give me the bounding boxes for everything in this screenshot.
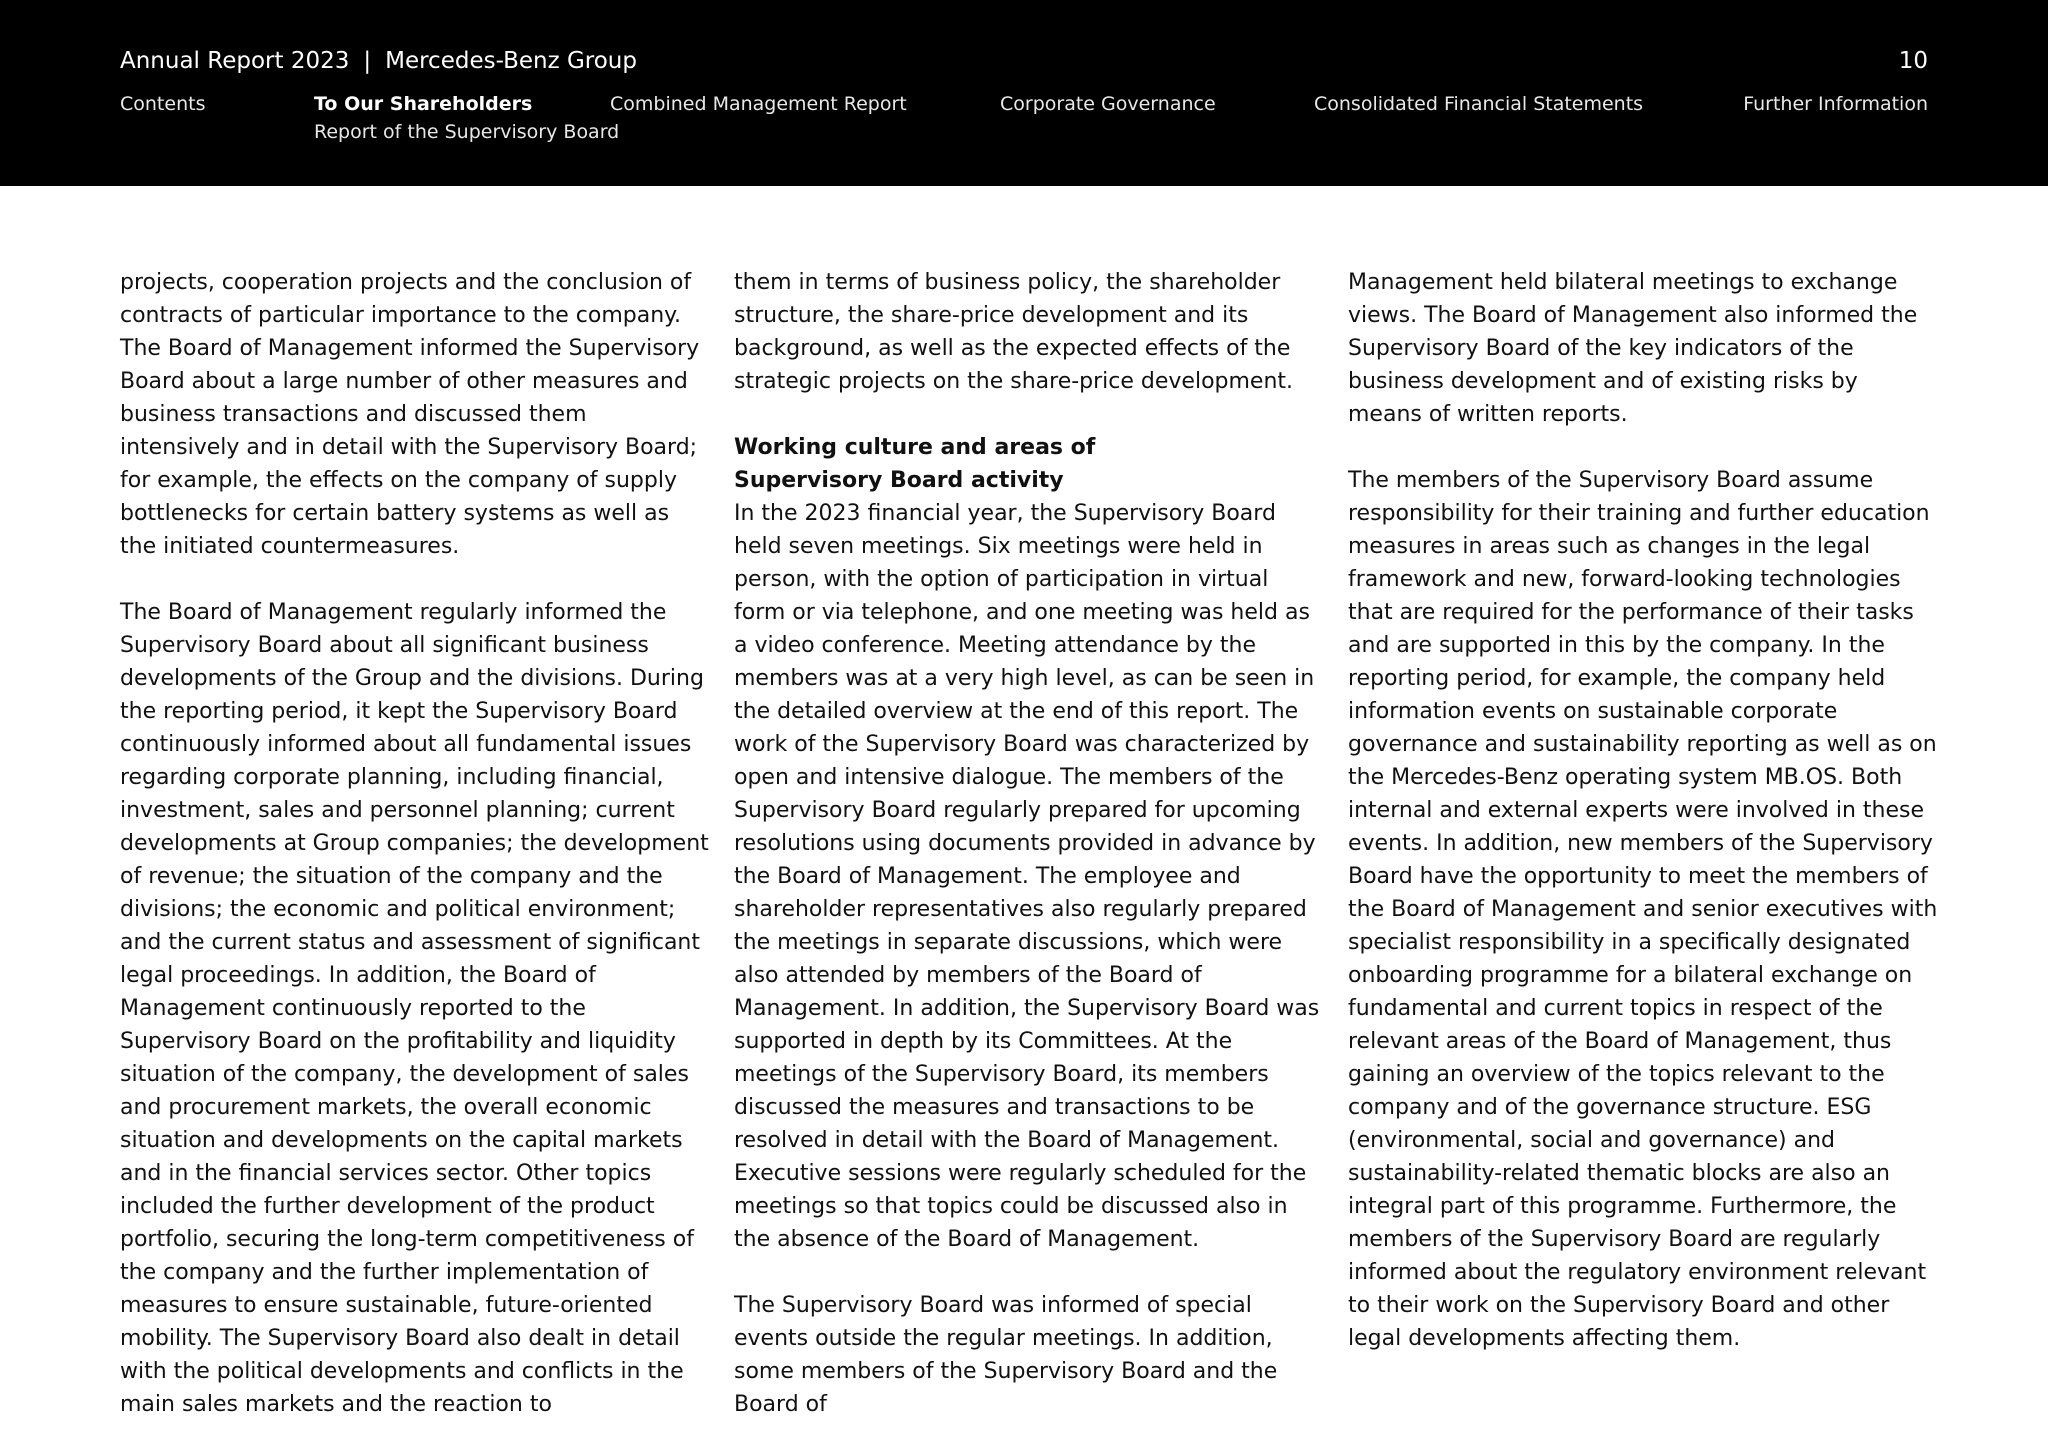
- paragraph: them in terms of business policy, the shareholder structure, the share-price development and its background, as well as the expected effects of the strategic projects on the share-price development.: [734, 270, 1294, 394]
- text-column-2: [734, 266, 1324, 1421]
- section-heading: [734, 431, 1324, 497]
- page-header: [0, 0, 2048, 186]
- section-heading-line-1: Working culture and areas of: [734, 435, 1096, 460]
- report-name: Annual Report 2023: [120, 48, 350, 74]
- nav-to-our-shareholders[interactable]: To Our Shareholders: [314, 93, 533, 115]
- title-separator: |: [363, 48, 372, 74]
- page-number: 10: [1898, 48, 1928, 74]
- paragraph: projects, cooperation projects and the conclusion of contracts of particular importance to the company. The Board of Management informed the Supervisory Board about a large number of other measures and business transactions and discussed them intensively and in detail with the Supervisory Board; for example, the effects on the company of supply bottlenecks for certain battery systems as well as the initiated countermeasures.: [120, 270, 700, 559]
- report-title: [120, 46, 637, 76]
- nav-consolidated-financial-statements[interactable]: Consolidated Financial Statements: [1314, 93, 1644, 115]
- company-name: Mercedes-Benz Group: [385, 48, 637, 74]
- text-column-3: [1348, 266, 1938, 1355]
- nav-combined-management-report[interactable]: Combined Management Report: [610, 93, 907, 115]
- text-column-1: [120, 266, 710, 1421]
- nav-sub-report-supervisory-board[interactable]: Report of the Supervisory Board: [314, 121, 620, 143]
- section-heading-line-2: Supervisory Board activity: [734, 468, 1064, 493]
- paragraph: The members of the Supervisory Board assume responsibility for their training and further education measures in areas such as changes in the legal framework and new, forward-looking technologies that are required for the performance of their tasks and are supported in this by the company. In the reporting period, for example, the company held information events on sustainable corporate governance and sustainability reporting as well as on the Mercedes-Benz operating system MB.OS. Both internal and external experts were involved in these events. In addition, new members of the Supervisory Board have the opportunity to meet the members of the Board of Management and senior executives with specialist responsibility in a specifically designated onboarding programme for a bilateral exchange on fundamental and current topics in respect of the relevant areas of the Board of Management, thus gaining an overview of the topics relevant to the company and of the governance structure. ESG (environmental, social and governance) and sustainability-related thematic blocks are also an integral part of this programme. Furthermore, the members of the Supervisory Board are regularly informed about the regulatory environment relevant to their work on the Supervisory Board and other legal developments affecting them.: [1348, 468, 1938, 1351]
- paragraph: The Board of Management regularly informed the Supervisory Board about all significant business developments of the Group and the divisions. During the reporting period, it kept the Supervisory Board continuously informed about all fundamental issues regarding corporate planning, including financial, investment, sales and personnel planning; current developments at Group companies; the development of revenue; the situation of the company and the divisions; the economic and political environment; and the current status and assessment of significant legal proceedings. In addition, the Board of Management continuously reported to the Supervisory Board on the profitability and liquidity situation of the company, the development of sales and procurement markets, the overall economic situation and developments on the capital markets and in the financial services sector. Other topics included the further development of the product portfolio, securing the long-term competitiveness of the company and the further implementation of measures to ensure sustainable, future-oriented mobility. The Supervisory Board also dealt in detail with the political developments and conflicts in the main sales markets and the reaction to: [120, 600, 709, 1417]
- paragraph: In the 2023 financial year, the Supervisory Board held seven meetings. Six meetings were held in person, with the option of participation in virtual form or via telephone, and one meeting was held as a video conference. Meeting attendance by the members was at a very high level, as can be seen in the detailed overview at the end of this report. The work of the Supervisory Board was characterized by open and intensive dialogue. The members of the Supervisory Board regularly prepared for upcoming resolutions using documents provided in advance by the Board of Management. The employee and shareholder representatives also regularly prepared the meetings in separate discussions, which were also attended by members of the Board of Management. In addition, the Supervisory Board was supported in depth by its Committees. At the meetings of the Supervisory Board, its members discussed the measures and transactions to be resolved in detail with the Board of Management. Executive sessions were regularly scheduled for the meetings so that topics could be discussed also in the absence of the Board of Management.: [734, 501, 1320, 1252]
- nav-corporate-governance[interactable]: Corporate Governance: [1000, 93, 1216, 115]
- paragraph: Management held bilateral meetings to exchange views. The Board of Management also informed the Supervisory Board of the key indicators of the business development and of existing risks by means of written reports.: [1348, 270, 1918, 427]
- paragraph: The Supervisory Board was informed of special events outside the regular meetings. In addition, some members of the Supervisory Board and the Board of: [734, 1293, 1278, 1417]
- nav-further-information[interactable]: Further Information: [1743, 93, 1928, 115]
- nav-contents[interactable]: Contents: [120, 93, 206, 115]
